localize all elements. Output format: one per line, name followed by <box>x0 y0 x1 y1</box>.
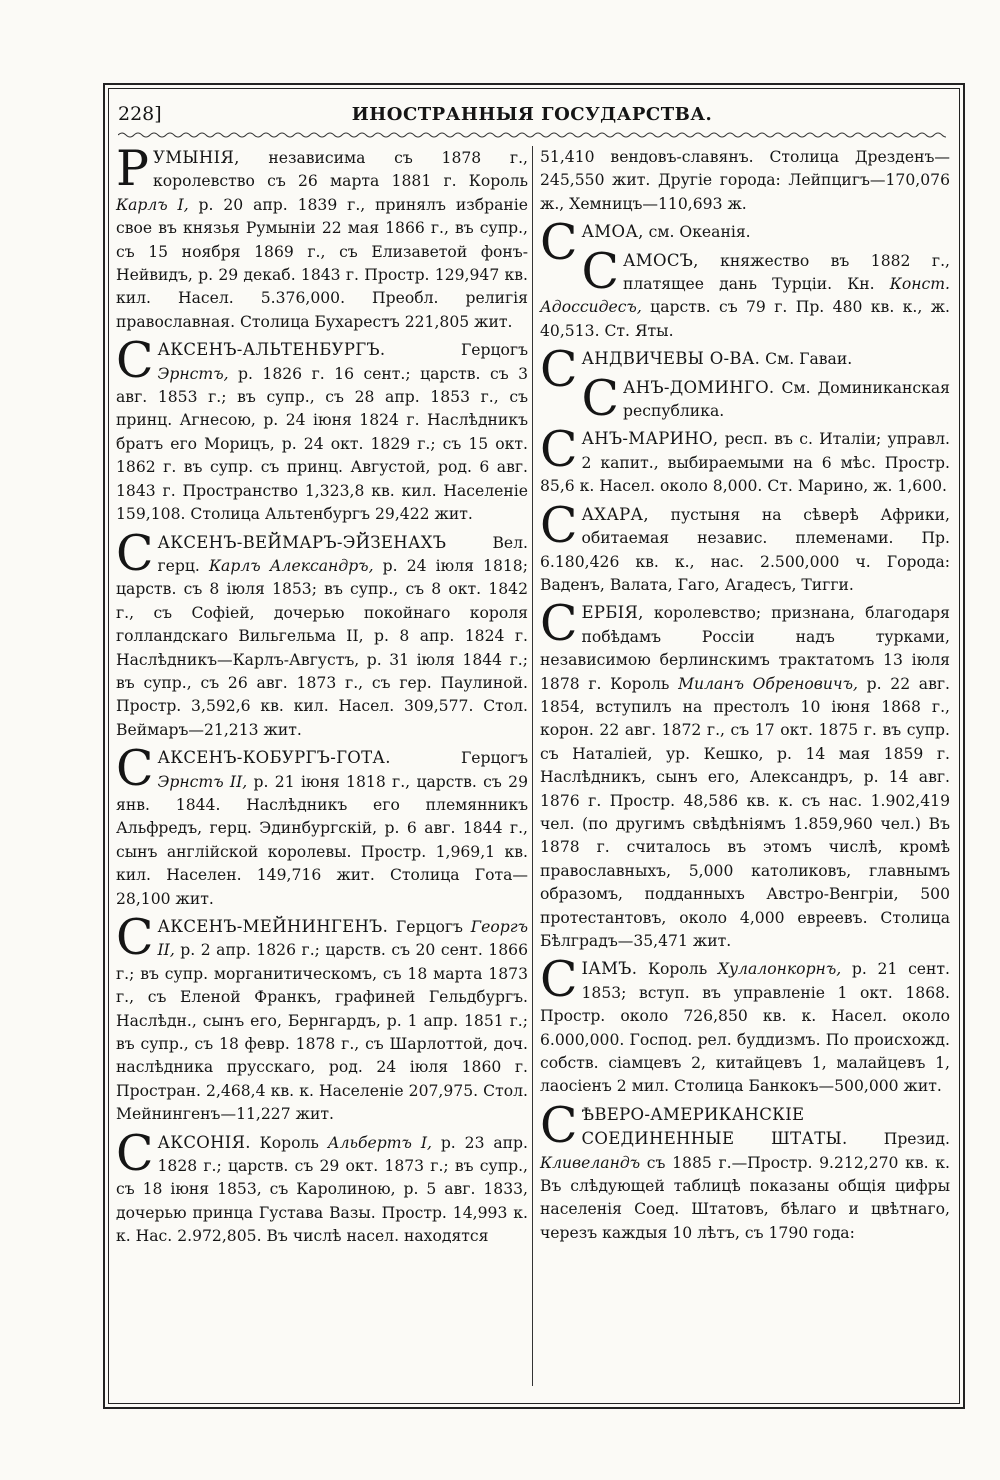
article-entry <box>540 496 950 598</box>
ruler-name: Эрнстъ, <box>157 364 229 383</box>
ruler-name: Альбертъ I, <box>327 1133 432 1152</box>
entry-heading: АНЪ-ДОМИНГО. <box>623 377 775 397</box>
entry-text: Вел. герц. <box>157 533 528 575</box>
entry-text: королевство; признана, благодаря побѣдамъ Россіи надъ турками, независимою берлинскимъ трактатомъ 13 іюля 1878 г. Король <box>540 604 950 693</box>
right-column <box>540 146 950 1249</box>
left-column <box>116 140 528 1253</box>
entry-text: независима съ 1878 г., королевство съ 26 марта 1881 г. Король <box>152 149 528 191</box>
drop-cap: С <box>116 740 154 798</box>
page-number: 228] <box>118 103 162 125</box>
drop-cap: С <box>540 1096 578 1154</box>
entry-text: княжество въ 1882 г., платящее дань Турціи. Кн. <box>623 251 950 294</box>
entry-text: р. 22 авг. 1854, вступилъ на престолъ 10 іюня 1868 г., корон. 22 авг. 1872 г., съ 17 окт. 1875 г. въ супр. съ Наталіей, ур. Кешко, р. 14 мая 1859 г. Наслѣдникъ, сынъ его, Александръ, р. 14 авг. 1876 г. Простр. 48,586 кв. к. съ нас. 1.902,419 чел. (по другимъ свѣдѣніямъ 1.859,960 чел.) Въ 1878 г. считалось въ этомъ числѣ, кромѣ православныхъ, 5,000 католиковъ, главнымъ образомъ, подданныхъ Австро-Венгріи, 500 протестантовъ, около 4,000 евреевъ. Столица Бѣлградъ—35,471 жит. <box>540 674 950 950</box>
ruler-name: Карлъ Александръ, <box>208 556 374 575</box>
article-entry <box>540 421 950 498</box>
drop-cap: С <box>116 524 154 582</box>
entry-heading: АКСЕНЪ-МЕЙНИНГЕНЪ. <box>157 917 389 936</box>
entry-text: р. 20 апр. 1839 г., принялъ избраніе свое въ князья Румыніи 22 мая 1866 г., въ супр., съ 15 ноября 1869 г., съ Елизаветой фонъ-Нейвидъ, р. 29 декаб. 1843 г. Простр. 129,947 кв. кил. Насел. 5.376,000. Преобл. религія православная. Столица Бухарестъ 221,805 жит. <box>116 195 528 331</box>
entry-heading: ІАМЪ. <box>581 959 638 979</box>
article-entry <box>540 369 950 427</box>
entry-text: р. 24 іюля 1818; царств. съ 8 іюля 1853; въ супр., съ 8 окт. 1842 г., съ Софіей, дочерью покойнаго короля голландскаго Вильгельма II, р. 8 апр. 1824 г. Наслѣдникъ—Карлъ-Августъ, р. 31 іюля 1844 г.; въ супр., съ 26 авг. 1873 г., съ гер. Паулиной. Простр. 3,592,6 кв. кил. Насел. 309,577. Стол. Веймаръ—21,213 жит. <box>116 556 528 739</box>
entry-text: р. 2 апр. 1826 г.; царств. съ 20 сент. 1866 г.; въ супр. морганитическомъ, съ 18 марта 1873 г., съ Еленой Франкъ, графиней Гельдбургъ. Наслѣдн., сынъ его, Бернгардъ, р. 1 апр. 1851 г.; въ супр., съ 18 февр. 1878 г., съ Шарлоттой, доч. наслѣдника прусскаго, род. 24 іюля 1860 г. Простран. 2,468,4 кв. к. Населеніе 207,975. Стол. Мейнингенъ—11,227 жит. <box>116 941 528 1124</box>
ruler-name: Георгъ II, <box>157 918 528 960</box>
article-entry <box>540 951 951 1098</box>
article-entry <box>540 595 950 953</box>
drop-cap: С <box>540 951 578 1009</box>
entry-text: см. Океанія. <box>643 223 751 242</box>
article-entry <box>116 909 528 1127</box>
entry-heading: АМОСЪ, <box>623 250 699 270</box>
entry-text: См. Доминиканская республика. <box>623 378 950 421</box>
article-entry <box>116 740 528 911</box>
entry-heading: ѢВЕРО-АМЕРИКАНСКІЕ СОЕДИНЕННЫЕ ШТАТЫ. <box>581 1104 848 1149</box>
ruler-name: Миланъ Обреновичъ, <box>678 674 858 693</box>
drop-cap: С <box>116 332 154 390</box>
entry-text: р. 21 сент. 1853; вступ. въ управленіе 1 окт. 1868. Простр. около 726,850 кв. к. Насел. около 6.000,000. Господ. рел. буддизмъ. По происхожд. собств. сіамцевъ 2, китайцевъ 1, малайцевъ 1, лаосіенъ 2 мил. Столица Банкокъ—500,000 жит. <box>540 960 951 1096</box>
entry-text: респ. въ с. Италіи; управл. 2 капит., выбираемыми на 6 мѣс. Простр. 85,6 к. Насел. около 8,000. Ст. Марино, ж. 1,600. <box>540 430 950 496</box>
entry-text: См. Гаваи. <box>760 350 853 369</box>
entry-text: р. 23 апр. 1828 г.; царств. съ 29 окт. 1873 г.; въ супр., съ 18 іюня 1853, съ Каролиною, р. 5 авг. 1833, дочерью принца Густава Вазы. Простр. 14,993 к. к. Нас. 2.972,805. Въ числѣ насел. находятся <box>116 1133 528 1246</box>
entry-text: Король <box>250 1133 328 1152</box>
entry-heading: ЕРБІЯ, <box>581 603 644 623</box>
entry-text: Король <box>637 960 718 979</box>
drop-cap: С <box>540 595 578 653</box>
entry-text: Герцогъ <box>390 749 528 768</box>
entry-text: съ 1885 г.—Простр. 9.212,270 кв. к. Въ слѣдующей таблицѣ показаны общія цифры населенія Соед. Штатовъ, бѣлаго и цвѣтнаго, черезъ каждыя 10 лѣтъ, съ 1790 года: <box>540 1153 950 1242</box>
ruler-name: Кливеландъ <box>540 1153 641 1172</box>
entry-text: Герцогъ <box>388 918 471 936</box>
ruler-name: Карлъ I, <box>116 195 189 214</box>
drop-cap: Р <box>116 140 149 197</box>
entry-text: р. 21 іюня 1818 г., царств. съ 29 янв. 1844. Наслѣдникъ его племянникъ Альфредъ, герц. Эдинбургскій, р. 6 авг. 1844 г., сынъ англійской королевы. Простр. 1,969,1 кв. кил. Населен. 149,716 жит. Столица Гота—28,100 жит. <box>116 772 528 908</box>
entry-heading: АКСЕНЪ-АЛЬТЕНБУРГЪ. <box>157 340 386 360</box>
entry-heading: АНДВИЧЕВЫ О-ВА. <box>581 349 761 369</box>
entry-heading: АМОА, <box>581 222 644 242</box>
article-entry <box>116 140 528 334</box>
entry-text: 51,410 вендовъ-славянъ. Столица Дрезденъ—245,550 жит. Другіе города: Лейпцигъ—170,076 ж., Хемницъ—110,693 ж. <box>540 148 950 213</box>
entry-heading: АКСЕНЪ-КОБУРГЪ-ГОТА. <box>157 748 391 768</box>
drop-cap: С <box>116 1124 154 1182</box>
entry-text: Презид. <box>847 1130 950 1149</box>
page-header <box>118 100 946 128</box>
article-entry <box>116 524 528 743</box>
article-entry <box>116 332 528 526</box>
column-divider <box>532 146 533 1386</box>
entry-text: пустыня на сѣверѣ Африки, обитаемая независ. племенами. Пр. 6.180,426 кв. к., нас. 2.500,000 ч. Города: Ваденъ, Валата, Гаго, Агадесъ, Тигги. <box>540 505 950 594</box>
entry-heading: АНЪ-МАРИНО, <box>581 429 719 449</box>
drop-cap: С <box>116 909 154 966</box>
article-entry <box>540 146 950 216</box>
ruler-name: Хулалонкорнъ, <box>717 960 842 979</box>
ruler-name: Конст. Адоссидесъ, <box>540 275 950 317</box>
entry-text: Герцогъ <box>385 341 528 360</box>
ruler-name: Эрнстъ II, <box>157 772 248 791</box>
article-entry <box>540 242 950 344</box>
drop-cap: С <box>540 496 578 554</box>
entry-heading: УМЫНІЯ, <box>152 148 240 167</box>
article-entry <box>116 1124 528 1249</box>
drop-cap: С <box>540 421 578 479</box>
drop-cap: С <box>581 369 619 427</box>
page-title: ИНОСТРАННЫЯ ГОСУДАРСТВА. <box>351 103 713 125</box>
entry-heading: АХАРА, <box>581 504 649 524</box>
entry-text: р. 1826 г. 16 сент.; царств. съ 3 авг. 1853 г.; въ супр., съ 28 апр. 1853 г., съ принц. Агнесою, р. 24 іюня 1824 г. Наслѣдникъ братъ его Морицъ, р. 24 окт. 1829 г.; съ 15 окт. 1862 г. въ супр. съ принц. Августой, род. 6 авг. 1843 г. Пространство 1,323,8 кв. кил. Населеніе 159,108. Столица Альтенбургъ 29,422 жит. <box>116 364 528 524</box>
entry-heading: АКСЕНЪ-ВЕЙМАРЪ-ЭЙЗЕНАХЪ <box>157 532 447 552</box>
drop-cap: С <box>581 242 619 300</box>
entry-text: царств. съ 79 г. Пр. 480 кв. к., ж. 40,513. Ст. Яты. <box>540 298 950 340</box>
drop-cap: С <box>540 214 578 272</box>
entry-heading: АКСОНІЯ. <box>157 1132 251 1152</box>
drop-cap: С <box>540 341 578 399</box>
ornament-rule <box>118 130 946 140</box>
article-entry <box>540 1096 950 1245</box>
